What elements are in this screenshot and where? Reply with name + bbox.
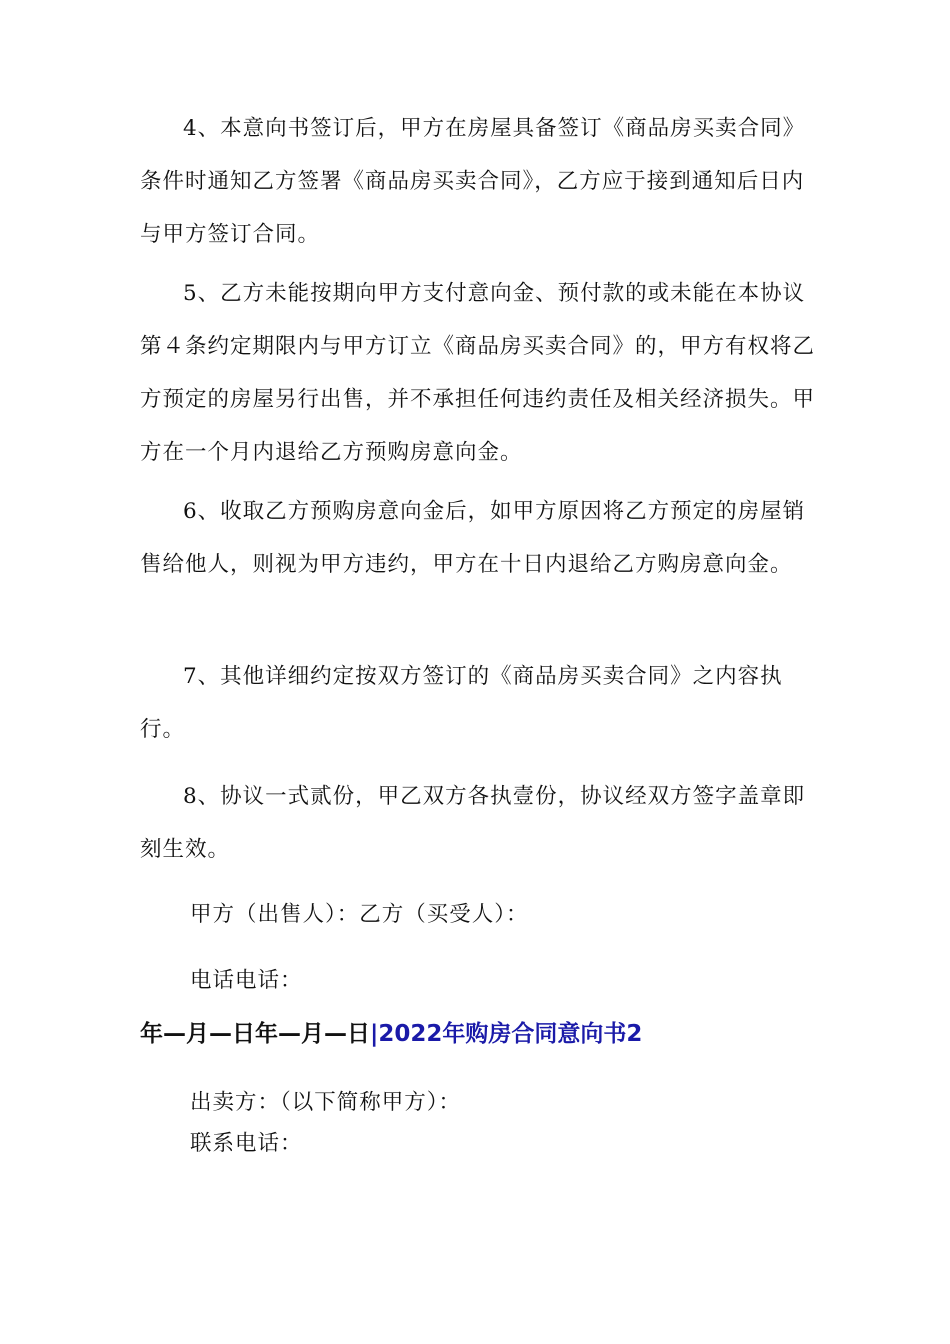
- heading-separator: |: [370, 1021, 379, 1047]
- section-heading: [140, 1018, 642, 1050]
- seller-line: 出卖方：（以下简称甲方）：: [190, 1090, 462, 1115]
- clause-7: 7、其他详细约定按双方签订的《商品房买卖合同》之内容执行。: [140, 664, 783, 742]
- heading-title: 2022年购房合同意向书2: [378, 1021, 643, 1047]
- heading-date: 年—月—日年—月—日: [140, 1021, 370, 1047]
- clause-5: 5、乙方未能按期向甲方支付意向金、预付款的或未能在本协议第４条约定期限内与甲方订立《商品房买卖合同》的，甲方有权将乙方预定的房屋另行出售，并不承担任何违约责任及相关经济损失。甲方在一个月内退给乙方预购房意向金。: [140, 281, 816, 465]
- phone-line: 电话电话：: [190, 968, 303, 993]
- clause-8: 8、协议一式贰份，甲乙双方各执壹份，协议经双方签字盖章即刻生效。: [140, 784, 806, 862]
- contact-phone-line: 联系电话：: [190, 1131, 303, 1156]
- signature-line: 甲方（出售人）：乙方（买受人）：: [190, 902, 529, 927]
- clause-6: 6、收取乙方预购房意向金后，如甲方原因将乙方预定的房屋销售给他人，则视为甲方违约，甲方在十日内退给乙方购房意向金。: [140, 499, 806, 577]
- clause-4: 4、本意向书签订后，甲方在房屋具备签订《商品房买卖合同》条件时通知乙方签署《商品房买卖合同》，乙方应于接到通知后日内与甲方签订合同。: [140, 116, 806, 247]
